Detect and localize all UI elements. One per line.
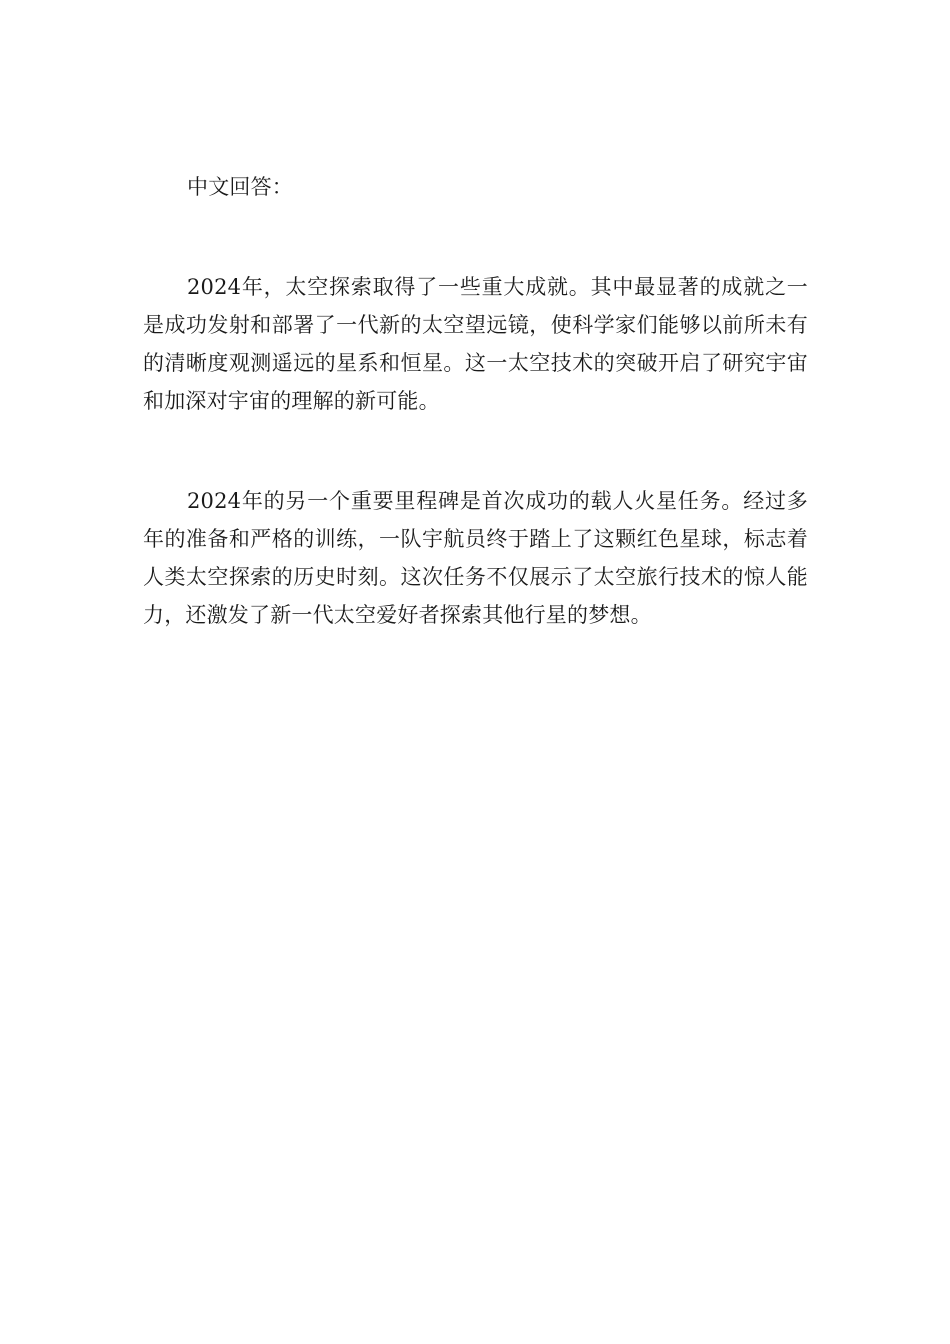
paragraph-mars-mission: 2024年的另一个重要里程碑是首次成功的载人火星任务。经过多年的准备和严格的训练，一队宇航员终于踏上了这颗红色星球，标志着人类太空探索的历史时刻。这次任务不仅展示了太空旅行技术的惊人能力，还激发了新一代太空爱好者探索其他行星的梦想。 bbox=[143, 489, 808, 627]
document-body bbox=[143, 168, 808, 634]
answer-heading: 中文回答： bbox=[187, 175, 293, 199]
paragraph-telescope: 2024年，太空探索取得了一些重大成就。其中最显著的成就之一是成功发射和部署了一代新的太空望远镜，使科学家们能够以前所未有的清晰度观测遥远的星系和恒星。这一太空技术的突破开启了研究宇宙和加深对宇宙的理解的新可能。 bbox=[143, 275, 808, 413]
